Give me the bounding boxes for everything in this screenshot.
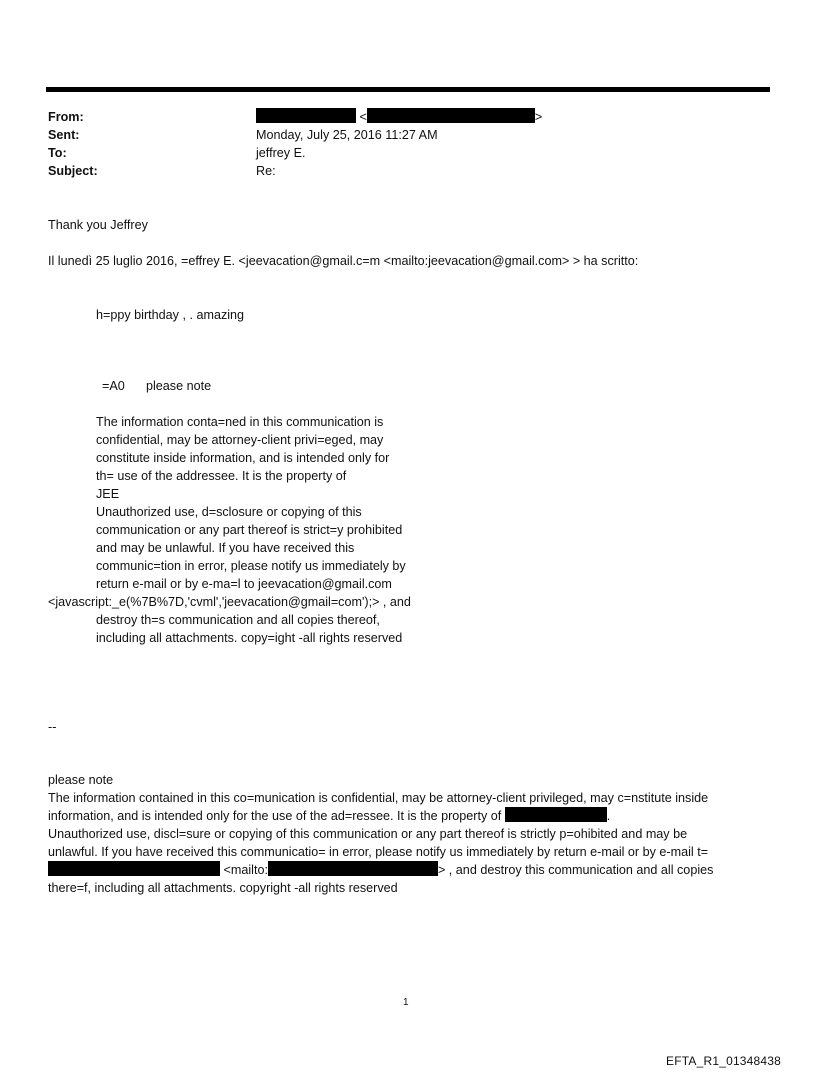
redaction-box — [367, 108, 535, 123]
disclaimer-line: communic=tion in error, please notify us immediately by — [96, 559, 406, 573]
subject-label: Subject: — [48, 164, 98, 178]
sent-value: Monday, July 25, 2016 11:27 AM — [256, 128, 438, 142]
redaction-box — [48, 861, 220, 876]
footer-mailto: <mailto: — [223, 863, 268, 877]
footer-line — [48, 807, 610, 825]
footer-line5-end: > , and destroy this communication and all copies — [437, 863, 714, 877]
header-rule — [46, 87, 770, 92]
sent-label: Sent: — [48, 128, 80, 142]
disclaimer-line: confidential, may be attorney-client privi=eged, may — [96, 433, 384, 447]
document-id: EFTA_R1_01348438 — [666, 1054, 782, 1068]
redaction-box — [268, 861, 438, 876]
separator: -- — [48, 720, 57, 734]
to-value: jeffrey E. — [256, 146, 306, 160]
disclaimer-line: th= use of the addressee. It is the property of — [96, 469, 347, 483]
disclaimer-line: communication or any part thereof is strict=y prohibited — [96, 523, 403, 537]
disclaimer-end-line: destroy th=s communication and all copies thereof, — [96, 613, 380, 627]
footer-line — [48, 861, 713, 879]
disclaimer-line: and may be unlawful. If you have received this — [96, 541, 355, 555]
redaction-box — [256, 108, 356, 123]
to-label: To: — [48, 146, 67, 160]
page-number: 1 — [403, 997, 409, 1008]
footer-line2-text: information, and is intended only for the use of the ad=ressee. It is the property of — [48, 809, 502, 823]
disclaimer-line: return e-mail or by e-ma=l to jeevacation@gmail.com — [96, 577, 392, 591]
footer-line: unlawful. If you have received this communicatio= in error, please notify us immediately by return e-mail or by e-mail t= — [48, 845, 709, 859]
from-value — [256, 108, 542, 126]
disclaimer-line: constitute inside information, and is intended only for — [96, 451, 390, 465]
note-a0: =A0 — [102, 379, 125, 393]
disclaimer-line: The information conta=ned in this communication is — [96, 415, 384, 429]
footer-line: there=f, including all attachments. copyright -all rights reserved — [48, 881, 398, 895]
note-please: please note — [146, 379, 212, 393]
from-lt: < — [359, 110, 367, 124]
footer-line: Unauthorized use, discl=sure or copying of this communication or any part thereof is strictly p=ohibited and may be — [48, 827, 688, 841]
from-gt: > — [534, 110, 543, 124]
from-label: From: — [48, 110, 84, 124]
footer-line2-end: . — [606, 809, 611, 823]
disclaimer-end-line: including all attachments. copy=ight -all rights reserved — [96, 631, 403, 645]
subject-value: Re: — [256, 164, 276, 178]
footer-note: please note — [48, 773, 114, 787]
footer-line: The information contained in this co=munication is confidential, may be attorney-client privileged, may c=nstitute inside — [48, 791, 709, 805]
quote-intro: Il lunedì 25 luglio 2016, =effrey E. <jeevacation@gmail.c=m <mailto:jeevacation@gmail.com> > ha scritto: — [48, 254, 639, 268]
javascript-line: <javascript:_e(%7B%7D,'cvml','jeevacation@gmail=com');> , and — [48, 595, 411, 609]
birthday-line: h=ppy birthday , . amazing — [96, 308, 245, 322]
greeting: Thank you Jeffrey — [48, 218, 148, 232]
disclaimer-line: JEE — [96, 487, 120, 501]
redaction-box — [505, 807, 607, 822]
disclaimer-line: Unauthorized use, d=sclosure or copying of this — [96, 505, 362, 519]
